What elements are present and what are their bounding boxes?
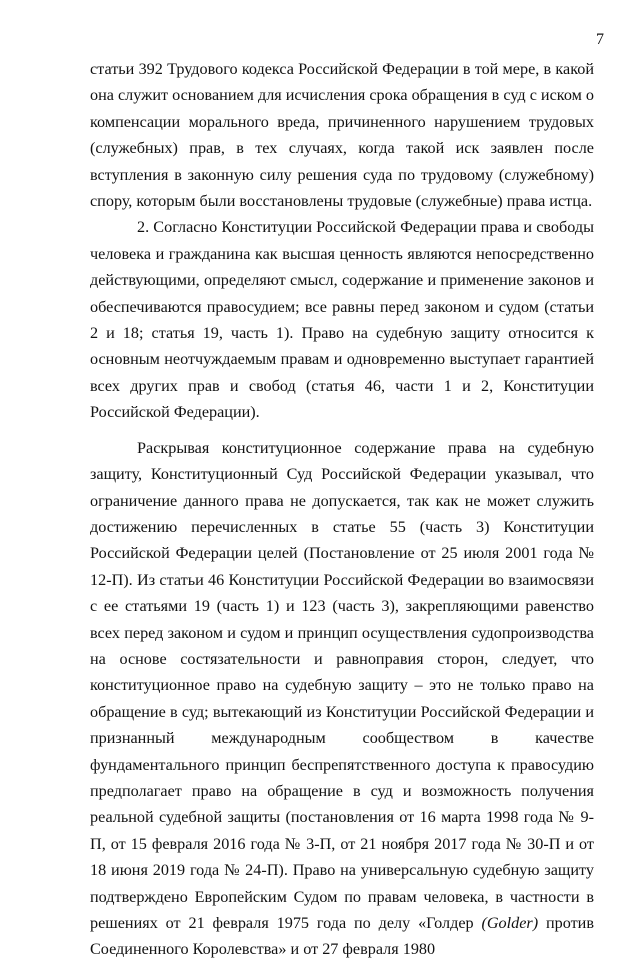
paragraph-continuation: статьи 392 Трудового кодекса Российской Федерации в той мере, в какой она служит основанием для исчисления срока обращения в суд с иском о компенсации морального вреда, причиненного нарушением трудовых (служебных) прав, в тех случаях, когда такой иск заявлен после вступления в законную силу решения суда по трудовому (служебному) спору, которым были восстановлены трудовые (служебные) права истца.	[90, 60, 594, 211]
paragraph-judicial-protection	[90, 435, 594, 963]
document-body	[90, 56, 594, 963]
paragraph-text-part-1: Раскрывая конституционное содержание права на судебную защиту, Конституционный Суд Российской Федерации указывал, что ограничение данного права не допускается, так как не может служить достижению перечисленных в статье 55 (часть 3) Конституции Российской Федерации целей (Постановление от 25 июля 2001 года № 12-П). Из статьи 46 Конституции Российской Федерации во взаимосвязи с ее статьями 19 (часть 1) и 123 (часть 3), закрепляющими равенство всех перед законом и судом и принцип осуществления судопроизводства на основе состязательности и равноправия сторон, следует, что конституционное право на судебную защиту – это не только право на обращение в суд; вытекающий из Конституции Российской Федерации и признанный международным сообществом в качестве фундаментального принцип беспрепятственного доступа к правосудию предполагает право на обращение в суд и возможность получения реальной судебной защиты (постановления от 16 марта 1998 года № 9-П, от 15 февраля 2016 года № 3-П, от 21 ноября 2017 года № 30-П и от 18 июня 2019 года № 24-П). Право на универсальную судебную защиту подтверждено Европейским Судом по правам человека, в частности в решениях от 21 февраля 1975 года по делу «Голдер	[90, 438, 594, 932]
page-number: 7	[596, 31, 604, 48]
italic-case-name: (Golder)	[481, 914, 539, 932]
paragraph-text-part-2: против Соединенного Королевства» и от 27 февраля 1980	[90, 914, 594, 959]
paragraph-constitution-rights: 2. Согласно Конституции Российской Федерации права и свободы человека и гражданина как высшая ценность являются непосредственно действующими, определяют смысл, содержание и применение законов и обеспечиваются правосудием; все равны перед законом и судом (статьи 2 и 18; статья 19, часть 1). Право на судебную защиту относится к основным неотчуждаемым правам и одновременно выступает гарантией всех других прав и свобод (статья 46, части 1 и 2, Конституции Российской Федерации).	[90, 218, 594, 422]
